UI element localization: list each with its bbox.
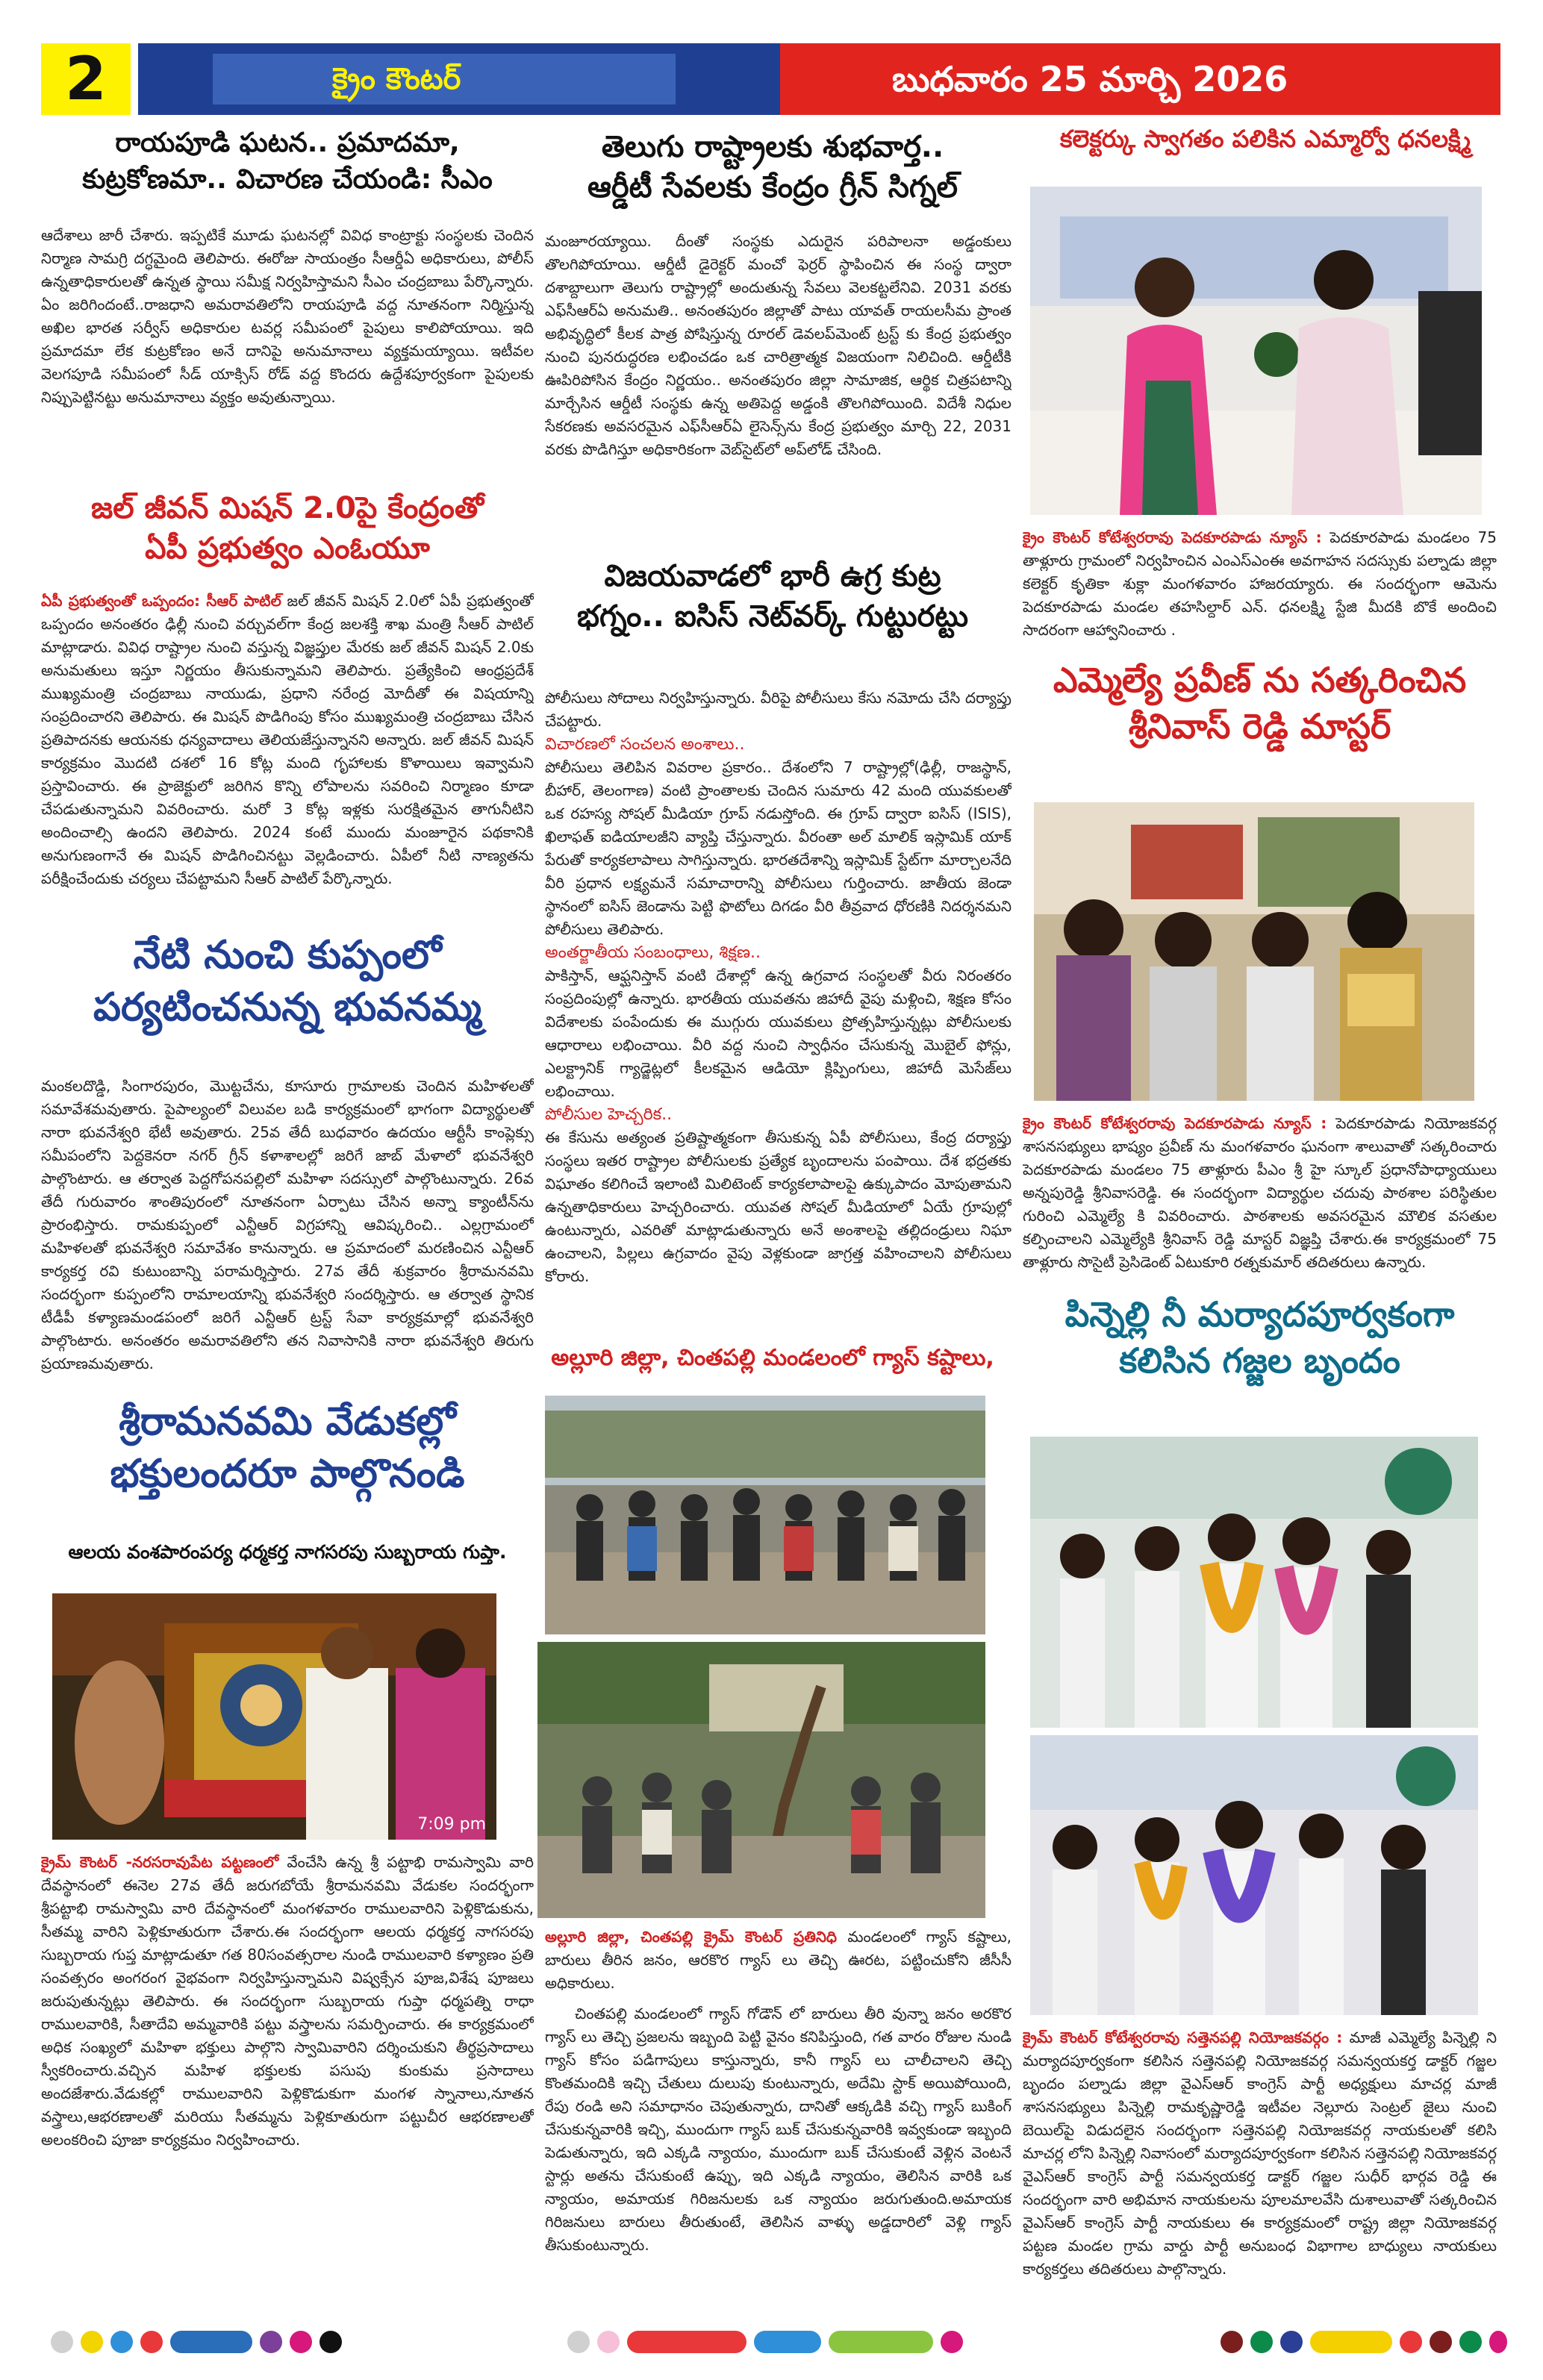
b2-body-p4: ఈ కేసును అత్యంత ప్రతిష్టాత్మకంగా తీసుకున్న ఏపీ పోలీసులు, కేంద్ర దర్యాప్తు సంస్థలు ఇతర రాష్ట్రాల పోలీసులకు ప్రత్యేక బృందాలను పంపాయి. దేశ భద్రతకు విఘాతం కలిగించే ఇలాంటి మిలిటెంట్ కార్యకలాపాలపై ఉక్కుపాదం మోపుతామని ఉన్నతాధికారులు హెచ్చరించారు. యువత సోషల్ మీడియాలో ఏయే గ్రూపుల్లో ఉంటున్నారు, ఎవరితో మాట్లాడుతున్నారు అనే అంశాలపై తల్లిదండ్రులు నిఘా ఉంచాలని, పిల్లలు ఉగ్రవాదం వైపు వెళ్లకుండా జాగ్రత్త వహించాలని పోలీసులు కోరారు.	[545, 1128, 1011, 1285]
c1-headline: కలెక్టర్కు స్వాగతం పలికిన ఎమ్మార్వో ధనలక్ష్మి	[1059, 125, 1471, 153]
mla-felicitation-photo-art	[1034, 802, 1474, 1101]
a4-lead: క్రైమ్ కౌంటర్ -నరసరావుపేట పట్టణంలో	[41, 1853, 279, 1871]
a4-headline-line2: భక్తులందరూ పాల్గొనండి	[110, 1452, 465, 1497]
b2-headline	[537, 556, 1008, 637]
garland-photo-1-art	[1030, 1437, 1478, 1728]
a1-body: ఆదేశాలు జారీ చేశారు. ఇప్పటికే మూడు ఘటనల్లో వివిధ కాంట్రాక్టు సంస్థలకు చెందిన నిర్మాణ సామగ్రి దగ్ధమైంది తెలిపారు. ఈరోజు సాయంత్రం సీఆర్డీఏ అధికారులు, పోలీస్ ఉన్నతాధికారులతో ఉన్నత స్థాయి సమీక్ష నిర్వహిస్తామని సీఎం చంద్రబాబు పేర్కొన్నారు. ఏం జరిగిందంటే..రాజధాని అమరావతిలోని రాయపూడి వద్ద నూతనంగా నిర్మిస్తున్న అఖిల భారత సర్వీస్ అధికారుల టవర్ల సమీపంలో పైపులు కాలిపోయాయి. ఇది ప్రమాదమా లేక కుట్రకోణం అనే దానిపై అనుమానాలు వ్యక్తమయ్యాయి. ఇటీవల వెలగపూడి సమీపంలో సీడ్ యాక్సిస్ రోడ్ వద్ద కొందరు ఉద్దేశపూర్వకంగా పైపులకు నిప్పుపెట్టినట్టు అనుమానాలు వ్యక్తం అవుతున్నాయి.	[41, 226, 534, 406]
color-mark-center-3	[627, 2331, 746, 2353]
a4-body-text: వేంచేసి ఉన్న శ్రీ పట్టాభి రామస్వామి వారి దేవస్థానంలో ఈనెల 27వ తేదీ జరుగబోయే శ్రీరామనవమి వేడుకల సందర్భంగా శ్రీపట్టాభి రామస్వామి వారి దేవస్థానంలో మంగళవారం రాములవారిని పెళ్లికొడుకును, సీతమ్మ వారిని పెళ్లికూతురుగా చేశారు.ఈ సందర్భంగా ఆలయ ధర్మకర్త నాగసరపు సుబ్బరాయ గుప్త మాట్లాడుతూ గత 80సంవత్సరాల నుండి రాములవారి కళ్యాణం ప్రతి సంవత్సరం అంగరంగ వైభవంగా నిర్వహిస్తున్నామని విష్వక్సేన పూజ,విశేష పూజలు జరుపుతున్నట్లు తెలిపారు. ఈ సందర్భంగా సుబ్బరాయ గుప్తా ధర్మపత్ని రాధా రాములవారికి, సీతాదేవి అమ్మవారికి పట్టు వస్త్రాలను సమర్పించారు. ఈ కార్యక్రమంలో అధిక సంఖ్యలో మహిళా భక్తులు పాల్గొని స్వామివారిని దర్శించుకుని తీర్థప్రసాదాలు స్వీకరించారు.వచ్చిన మహిళ భక్తులకు పసుపు కుంకుమ ప్రసాదాలు అందజేశారు.వేడుకల్లో రాములవారిని పెళ్లికొడుకుగా మంగళ స్నానాలు,నూతన వస్త్రాలు,ఆభరణాలతో మరియు సీతమ్మను పెళ్లికూతురుగా పట్టుచీర ఆభరణాలతో అలంకరించి పూజా కార్యక్రమం నిర్వహించారు.	[41, 1853, 534, 2149]
c3-body	[1023, 2026, 1497, 2306]
a4-headline-line1: శ్రీరామనవమి వేడుకల్లో	[119, 1399, 456, 1444]
a2-headline-line1: జల్ జీవన్ మిషన్ 2.0పై కేంద్రంతో	[90, 491, 484, 525]
color-mark-right-2	[1250, 2331, 1273, 2353]
collector-welcome-photo-art	[1030, 187, 1482, 515]
b1-headline	[537, 127, 1008, 207]
temple-photo-art	[52, 1593, 496, 1840]
gas-queue-photo-2-art	[537, 1642, 985, 1918]
color-mark-right-4	[1310, 2331, 1392, 2353]
color-mark-center-5	[829, 2331, 933, 2353]
garland-photo-2	[1030, 1735, 1478, 2015]
temple-photo	[52, 1593, 496, 1840]
c2-headline-line2: శ్రీనివాస్ రెడ్డి మాస్టర్	[1128, 706, 1391, 747]
b1-body: మంజూరయ్యాయి. దీంతో సంస్థకు ఎదురైన పరిపాలనా అడ్డంకులు తొలగిపోయాయి. ఆర్డీటీ డైరెక్టర్ మంచో ఫెర్రర్ స్థాపించిన ఈ సంస్థ ద్వారా దశాబ్దాలుగా తెలుగు రాష్ట్రాల్లో అందుతున్న సేవలు వెలకట్టలేనివి. 2031 వరకు ఎఫ్‌సీఆర్ఏ అనుమతి.. అనంతపురం జిల్లాతో పాటు యావత్ రాయలసీమ ప్రాంత అభివృద్ధిలో కీలక పాత్ర పోషిస్తున్న రూరల్ డెవలప్‌మెంట్ ట్రస్ట్ కు కేంద్ర ప్రభుత్వం నుంచి పునరుద్ధరణ లభించడం ఒక చారిత్రాత్మక విజయంగా నిలిచింది. ఆర్డీటీకి ఊపిరిపోసిన కేంద్రం నిర్ణయం.. అనంతపురం జిల్లా సామాజిక, ఆర్థిక చిత్రపటాన్ని మార్చేసిన ఆర్డీటీ సంస్థకు ఉన్న అతిపెద్ద అడ్డంకి తొలగిపోయింది. విదేశీ నిధుల సేకరణకు అవసరమైన ఎఫ్‌సీఆర్ఏ లైసెన్స్‌ను కేంద్ర ప్రభుత్వం మార్చి 22, 2031 వరకు పొడిగిస్తూ అధికారికంగా వెబ్‌సైట్‌లో అప్‌లోడ్ చేసింది.	[545, 232, 1011, 458]
photo-timestamp: 7:09 pm	[417, 1815, 486, 1834]
color-mark-left-7	[290, 2331, 312, 2353]
color-mark-right-6	[1430, 2331, 1452, 2353]
color-mark-center-1	[567, 2331, 590, 2353]
gas-queue-photo-1-art	[545, 1396, 985, 1634]
color-mark-left-4	[140, 2331, 163, 2353]
color-mark-left-8	[319, 2331, 342, 2353]
color-mark-left-2	[81, 2331, 103, 2353]
b2-body	[545, 687, 1011, 1325]
color-mark-left-5	[170, 2331, 252, 2353]
b2-subhead-1: విచారణలో సంచలన అంశాలు..	[545, 735, 745, 754]
b3-lead: అల్లూరి జిల్లా, చింతపల్లి క్రైమ్ కౌంటర్ ప్రతినిధి	[545, 1928, 838, 1946]
color-mark-right-5	[1400, 2331, 1422, 2353]
a1-headline	[52, 125, 523, 198]
b2-headline-line2: భగ్నం.. ఐసిస్ నెట్‌వర్క్ గుట్టురట్టు	[576, 599, 969, 634]
a1-headline-line2: కుట్రకోణమా.. విచారణ చేయండి: సీఎం	[82, 163, 493, 195]
color-mark-left-6	[260, 2331, 282, 2353]
color-mark-right-3	[1280, 2331, 1303, 2353]
color-mark-right-1	[1221, 2331, 1243, 2353]
a3-headline	[41, 929, 534, 1034]
c1-lead: క్రైం కౌంటర్ కోటేశ్వరరావు పెదకూరపాడు న్యూస్ :	[1023, 528, 1322, 546]
collector-welcome-photo	[1030, 187, 1482, 515]
page-number: 2	[41, 43, 131, 115]
a2-lead: ఏపీ ప్రభుత్వంతో ఒప్పందం: సీఆర్ పాటిల్	[41, 592, 281, 610]
mla-felicitation-photo	[1034, 802, 1474, 1101]
a1-headline-line1: రాయపూడి ఘటన.. ప్రమాదమా,	[115, 128, 460, 158]
b3-body	[545, 1925, 1011, 2306]
b2-body-p1: పోలీసులు సోదాలు నిర్వహిస్తున్నారు. వీరిపై పోలీసులు కేసు నమోదు చేసి దర్యాప్తు చేపట్టారు.	[545, 689, 1011, 730]
gas-queue-photo-1	[545, 1396, 985, 1634]
a2-headline	[41, 485, 534, 569]
garland-photo-2-art	[1030, 1735, 1478, 2015]
color-mark-center-6	[941, 2331, 963, 2353]
c3-headline	[1015, 1291, 1504, 1384]
c1-body-text: పెదకూరపాడు మండలం 75 తాళ్లూరు గ్రామంలో నిర్వహించిన ఎంఎస్ఎంఈ అవగాహన సదస్సుకు పల్నాడు జిల్లా కలెక్టర్ కృతికా శుక్లా మంగళవారం హాజరయ్యారు. ఈ సందర్భంగా ఆమెను పెదకూరపాడు మండల తహసిల్దార్ ఎన్. ధనలక్ష్మి స్టేజి మీదకి బొకే అందించి సాదరంగా ఆహ్వానించారు .	[1023, 528, 1497, 639]
a3-headline-line2: పర్యటించనున్న భువనమ్మ	[93, 985, 481, 1031]
gas-queue-photo-2	[537, 1642, 985, 1918]
c2-body	[1023, 1112, 1497, 1302]
c2-headline	[1015, 657, 1504, 749]
b3-headline: అల్లూరి జిల్లా, చింతపల్లి మండలంలో గ్యాస్ కష్టాలు,	[551, 1345, 994, 1371]
c2-lead: క్రైం కౌంటర్ కోటేశ్వరరావు పెదకూరపాడు న్యూస్ :	[1023, 1114, 1327, 1132]
color-mark-right-8	[1489, 2331, 1507, 2353]
c3-headline-line1: పిన్నెల్లి నీ మర్యాదపూర్వకంగా	[1064, 1294, 1455, 1334]
a4-headline	[41, 1396, 534, 1500]
c2-headline-line1: ఎమ్మెల్యే ప్రవీణ్ ను సత్కరించిన	[1053, 660, 1467, 700]
b2-body-p2: పోలీసులు తెలిపిన వివరాల ప్రకారం.. దేశంలోని 7 రాష్ట్రాల్లో(ఢిల్లీ, రాజస్థాన్, బీహార్, తెలంగాణ) వంటి ప్రాంతాలకు చెందిన సుమారు 42 మంది యువకులతో ఒక రహస్య సోషల్ మీడియా గ్రూప్ నడుస్తోంది. ఈ గ్రూప్ ద్వారా ఐసిస్ (ISIS), ఖిలాఫత్ ఐడియాలజీని వ్యాప్తి చేస్తున్నారు. వీరంతా అల్ మాలిక్ ఇస్లామిక్ యాక్ పేరుతో కార్యకలాపాలు సాగిస్తున్నారు. భారతదేశాన్ని ఇస్లామిక్ స్టేట్‌గా మార్చాలనేది వీరి ప్రధాన లక్ష్యమనే సమాచారాన్ని పోలీసులు గుర్తించారు. జాతీయ జెండా స్థానంలో ఐసిస్ జెండాను పెట్టి ఫొటోలు దిగడం వీరి తీవ్రవాద ధోరణికి నిదర్శనమని పోలీసులు తెలిపారు.	[545, 758, 1011, 938]
color-mark-center-4	[754, 2331, 821, 2353]
c3-lead: క్రైమ్ కౌంటర్ కోటేశ్వరరావు సత్తెనపల్లి నియోజకవర్గం :	[1023, 2028, 1343, 2046]
c3-body-text: మాజీ ఎమ్మెల్యే పిన్నెల్లి ని మర్యాదపూర్వకంగా కలిసిన సత్తెనపల్లి నియోజకవర్గ సమన్వయకర్త డాక్టర్ గజ్జల బృందం పల్నాడు జిల్లా వైఎస్ఆర్ కాంగ్రెస్ పార్టీ అధ్యక్షులు మాచర్ల మాజీ శాసనసభ్యులు పిన్నెల్లి రామకృష్ణారెడ్డి ఇటీవల నెల్లూరు సెంట్రల్ జైలు నుంచి బెయిల్‌పై విడుదలైన సందర్భంగా సత్తెనపల్లి నియోజకవర్గ నాయకులతో కలిసి మాచర్ల లోని పిన్నెల్లి నివాసంలో మర్యాదపూర్వకంగా కలిసిన సత్తెనపల్లి నియోజకవర్గ వైఎస్ఆర్ కాంగ్రెస్ పార్టీ సమన్వయకర్త డాక్టర్ గజ్జల సుధీర్ భార్గవ రెడ్డి ఈ సందర్భంగా వారి అభిమాన నాయకులను పూలమాలవేసి దుశాలువాతో సత్కరించిన వైఎస్ఆర్ కాంగ్రెస్ పార్టీ నాయకులు ఈ కార్యక్రమంలో రాష్ట్ర జిల్లా నియోజకవర్గ పట్టణ మండల గ్రామ వార్డు పార్టీ అనుబంధ విభాగాల బాధ్యులు నాయకులు కార్యకర్తలు తదితరులు పాల్గొన్నారు.	[1023, 2028, 1497, 2278]
b2-headline-line1: విజయవాడలో భారీ ఉగ్ర కుట్ర	[604, 559, 941, 593]
a4-body	[41, 1851, 534, 2306]
a4-subhead: ఆలయ వంశపారంపర్య ధర్మకర్త నాగసరపు సుబ్బరాయ గుప్తా.	[68, 1541, 507, 1563]
b2-body-p3: పాకిస్తాన్, ఆఫ్ఘనిస్తాన్ వంటి దేశాల్లో ఉన్న ఉగ్రవాద సంస్థలతో వీరు నిరంతరం సంప్రదింపుల్లో ఉన్నారు. భారతీయ యువతను జిహాదీ వైపు మళ్లించి, శిక్షణ కోసం విదేశాలకు పంపేందుకు ఈ ముగ్గురు యువకులు ప్రోత్సహిస్తున్నట్లు పోలీసులకు ఆధారాలు లభించాయి. వీరి వద్ద నుంచి స్వాధీనం చేసుకున్న మొబైల్ ఫోన్లు, ఎలక్ట్రానిక్ గ్యాడ్జెట్లలో కీలకమైన ఆడియో క్లిప్పింగులు, జిహాదీ మెసేజ్‌లు లభించాయి.	[545, 966, 1011, 1100]
b3-body-text-1: మండలంలో గ్యాస్ కష్టాలు, బారులు తీరిన జనం, ఆరకొర గ్యాస్ లు తెచ్చి ఊరట, పట్టించుకోని జీసీసీ అధికారులు.	[545, 1928, 1011, 1992]
garland-photo-1	[1030, 1437, 1478, 1728]
a2-headline-line2: ఏపీ ప్రభుత్వం ఎంఓయూ	[145, 531, 430, 566]
c3-headline-line2: కలిసిన గజ్జల బృందం	[1119, 1340, 1400, 1381]
b2-subhead-2: అంతర్జాతీయ సంబంధాలు, శిక్షణ..	[545, 943, 761, 962]
c1-body	[1023, 526, 1497, 660]
b1-headline-line2: ఆర్డీటీ సేవలకు కేంద్రం గ్రీన్ సిగ్నల్	[587, 170, 958, 204]
a3-headline-line1: నేటి నుంచి కుప్పంలో	[133, 933, 442, 978]
issue-date: బుధవారం 25 మార్చి 2026	[780, 43, 1500, 115]
color-mark-center-2	[597, 2331, 620, 2353]
masthead-title: క్రైం కౌంటర్	[213, 54, 676, 104]
color-mark-left-1	[51, 2331, 73, 2353]
color-mark-right-7	[1459, 2331, 1482, 2353]
c2-body-text: పెదకూరపాడు నియోజకవర్గ శాసనసభ్యులు భాష్యం ప్రవీణ్ ను మంగళవారం ఘనంగా శాలువాతో సత్కరించారు పెదకూరపాడు మండలం 75 తాళ్లూరు పీఎం శ్రీ హై స్కూల్ ప్రధానోపాధ్యాయులు అన్నపురెడ్డి శ్రీనివాసరెడ్డి. ఈ సందర్భంగా విద్యార్థుల చదువు పాఠశాల పరిస్థితుల గురించి ఎమ్మెల్యే కి వివరించారు. పాఠశాలకు అవసరమైన మౌలిక వసతుల కల్పించాలని ఎమ్మెల్యేకి శ్రీనివాస్ రెడ్డి మాస్టర్ విజ్ఞప్తి చేశారు.ఈ కార్యక్రమంలో 75 తాళ్లూరు సొసైటీ ప్రెసిడెంట్ ఏటుకూరి రత్నకుమార్ తదితరులు ఉన్నారు.	[1023, 1114, 1497, 1271]
a2-body-text: జల్ జీవన్ మిషన్ 2.0లో ఏపీ ప్రభుత్వంతో ఒప్పందం అనంతరం ఢిల్లీ నుంచి వర్చువల్‌గా కేంద్ర జలశక్తి శాఖ మంత్రి సీఆర్ పాటిల్ మాట్లాడారు. వివిధ రాష్ట్రాల నుంచి వస్తున్న విజ్ఞప్తుల మేరకు జల్ జీవన్ మిషన్ 2.0కు అనుమతులు ఇస్తూ నిర్ణయం తీసుకున్నామని తెలిపారు. ప్రత్యేకించి ఆంధ్రప్రదేశ్ ముఖ్యమంత్రి చంద్రబాబు నాయుడు, ప్రధాని నరేంద్ర మోదీతో ఈ విషయాన్ని సంప్రదించారని తెలిపారు. ఈ మిషన్ పొడిగింపు కోసం ముఖ్యమంత్రి చంద్రబాబు చేసిన ప్రతిపాదనకు ఆయనకు ధన్యవాదాలు తెలియజేస్తున్నానని అన్నారు. జల్ జీవన్ మిషన్ కార్యక్రమం మొదటి దశలో 16 కోట్ల మంది గృహాలకు కొళాయిలు ఇవ్వామని ప్రస్తావించారు. ఈ ప్రాజెక్టులో జరిగిన కొన్ని లోపాలను సవరించి నిర్మాణం కూడా చేపడుతున్నామని వివరించారు. మరో 3 కోట్ల ఇళ్లకు సురక్షితమైన తాగునీటిని అందించాల్సి ఉందని తెలిపారు. 2024 కంటే ముందు మంజూరైన పథకానికి అనుగుణంగానే ఈ మిషన్ పొడిగించినట్టు వెల్లడించారు. ఏపీలో నీటి నాణ్యతను పరీక్షించేందుకు చర్యలు చేపట్టామని సీఆర్ పాటిల్ పేర్కొన్నారు.	[41, 592, 534, 887]
a2-body	[41, 590, 534, 929]
a3-body: మంకలదొడ్డి, సింగారపురం, మొట్టచేను, కూసూరు గ్రామాలకు చెందిన మహిళలతో సమావేశమవుతారు. పైపాల్యంలో విలువల బడి కార్యక్రమంలో భాగంగా విద్యార్థులతో నారా భువనేశ్వరి భేటీ అవుతారు. 25వ తేదీ బుధవారం ఉదయం ఆర్టీసీ కాంప్లెక్సు సమీపంలోని పెద్దకెనరా నగర్ గ్రీన్ కళాశాలల్లో జరిగే జాబ్ మేళాలో భువనేశ్వరి పాల్గొంటారు. ఆ తర్వాత పెద్దగోపనపల్లిలో మహిళా సదస్సులో పాల్గొంటున్నారు. 26వ తేదీ గురువారం శాంతిపురంలో నూతనంగా ఏర్పాటు చేసిన అన్నా క్యాంటీన్‌ను ప్రారంభిస్తారు. రామకుప్పంలో ఎన్టీఆర్ విగ్రహాన్ని ఆవిష్కరించి.. ఎల్లగ్రామంలో మహిళలతో భువనేశ్వరి సమావేశం కానున్నారు. ఆ ప్రమాదంలో మరణించిన ఎన్టీఆర్ కార్యకర్త రవి కుటుంబాన్ని పరామర్శిస్తారు. 27వ తేదీ శుక్రవారం శ్రీరామనవమి సందర్భంగా కుప్పంలోని రామాలయాన్ని భువనేశ్వరి సందర్శిస్తారు. ఆ తర్వాత స్థానిక టీడీపీ కళ్యాణమండపంలో జరిగే ఎన్టీఆర్ ట్రస్ట్ సేవా కార్యక్రమాల్లో భువనేశ్వరి పాల్గొంటారు. అనంతరం అమరావతిలోని తన నివాసానికి నారా భువనేశ్వరి తిరుగు ప్రయాణమవుతారు.	[41, 1077, 534, 1372]
b3-body-text-2: చింతపల్లి మండలంలో గ్యాస్ గోడౌన్ లో బారులు తీరి వున్నా జనం అరకొర గ్యాస్ లు తెచ్చి ప్రజలను ఇబ్బంది పెట్టి వైనం కనిపిస్తుంది, గత వారం రోజుల నుండి గ్యాస్ కోసం పడిగాపులు కాస్తున్నారు, కానీ గ్యాస్ లు చాలీచాలని తెచ్చి కొంతమందికి ఇచ్చి చేతులు దులుపు కుంటున్నారు, అదేమి స్టాక్ అయిపోయింది, రేపు రండి అని సమాధానం చెపుతున్నారు, దానితో ఆక్కడికి వచ్చి గ్యాస్ బుకింగ్ చేసుకున్నవారికి ఇచ్చి, ముందుగా గ్యాస్ బుక్ చేసుకున్నవారికి ఇవ్వకుండా ఇబ్బంది పెడుతున్నారు, ఇది ఎక్కడి న్యాయం, ముందుగా బుక్ చేసుకుంటే వెళ్లిన వెంటనే స్టార్లు అతను చేసుకుంటే ఉప్పు, ఇది ఎక్కడి న్యాయం, తెలిసిన వారికి ఒక న్యాయం, అమాయక గిరిజనులకు ఒక న్యాయం జరుగుతుంది.అమాయక గిరిజనులు బారులు తీరుతుంటే, తెలిసిన వాళ్ళు అడ్డదారిలో వెళ్లి గ్యాస్ తీసుకుంటున్నారు.	[545, 2005, 1011, 2254]
b2-subhead-3: పోలీసుల హెచ్చరిక..	[545, 1105, 673, 1124]
b1-headline-line1: తెలుగు రాష్ట్రాలకు శుభవార్త..	[601, 130, 944, 164]
masthead-bar	[138, 43, 780, 115]
color-mark-left-3	[110, 2331, 133, 2353]
